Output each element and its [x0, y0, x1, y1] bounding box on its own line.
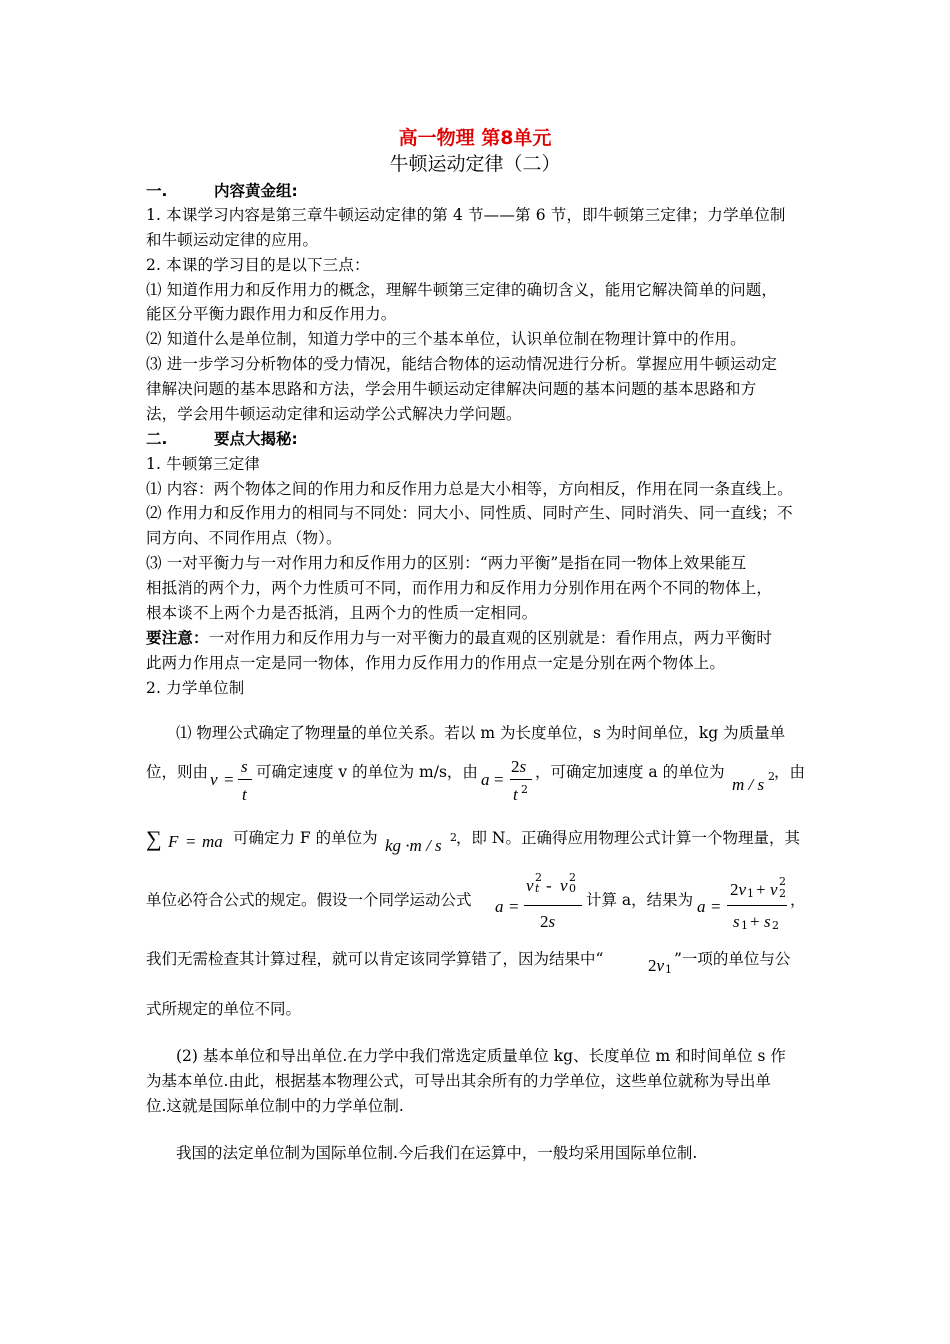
paragraph-line: 2. 力学单位制 [146, 679, 245, 697]
text-fragment: 我们无需检查其计算过程，就可以肯定该同学算错了，因为结果中“ [146, 950, 604, 968]
paragraph-line: ⑴ 物理公式确定了物理量的单位关系。若以 m 为长度单位，s 为时间单位，kg 为质量单 [176, 724, 786, 742]
section-1-number: 一. [146, 182, 168, 200]
paragraph-line: ⑶ 进一步学习分析物体的受力情况，能结合物体的运动情况进行分析。掌握应用牛顿运动定 [146, 355, 778, 373]
paragraph-line: 式所规定的单位不同。 [146, 1000, 302, 1018]
section-1-heading: 内容黄金组: [214, 182, 298, 200]
text-fragment: 位，则由 [146, 763, 209, 781]
text-fragment: ”一项的单位与公 [674, 950, 791, 968]
page-title: 高一物理 第8单元 [398, 127, 552, 149]
paragraph-line: 相抵消的两个力，两个力性质可不同，而作用力和反作用力分别作用在两个不同的物体上， [146, 579, 773, 597]
paragraph-line: 法，学会用牛顿运动定律和运动学公式解决力学问题。 [146, 405, 522, 423]
paragraph-line: ⑴ 知道作用力和反作用力的概念，理解牛顿第三定律的确切含义，能用它解决简单的问题， [146, 281, 778, 299]
section-2-number: 二. [146, 430, 168, 448]
note-line [146, 626, 772, 648]
paragraph-line: ⑵ 知道什么是单位制，知道力学中的三个基本单位，认识单位制在物理计算中的作用。 [146, 330, 746, 348]
paragraph-line: (2) 基本单位和导出单位.在力学中我们常选定质量单位 kg、长度单位 m 和时间单位 s 作 [176, 1047, 786, 1065]
paragraph-line: 1. 本课学习内容是第三章牛顿运动定律的第 4 节——第 6 节，即牛顿第三定律；力学单位制 [146, 206, 786, 224]
text-fragment: ，即 N。正确得应用物理公式计算一个物理量，其 [456, 829, 800, 847]
note-label: 要注意： [146, 629, 209, 647]
note-text: 一对作用力和反作用力与一对平衡力的最直观的区别就是：看作用点，两力平衡时 [208, 629, 773, 647]
paragraph-line: 我国的法定单位制为国际单位制.今后我们在运算中，一般均采用国际单位制. [176, 1144, 698, 1162]
text-fragment: 可确定力 F 的单位为 [233, 829, 378, 847]
text-fragment: ， [790, 891, 806, 909]
paragraph-line: 2. 本课的学习目的是以下三点： [146, 256, 370, 274]
section-2-heading: 要点大揭秘: [214, 430, 298, 448]
page-subtitle: 牛顿运动定律（二） [389, 153, 561, 175]
paragraph-line: 同方向、不同作用点（物）。 [146, 529, 342, 547]
paragraph-line: 能区分平衡力跟作用力和反作用力。 [146, 305, 397, 323]
text-fragment: 单位必符合公式的规定。假设一个同学运动公式 [146, 891, 472, 909]
paragraph-line: ⑴ 内容：两个物体之间的作用力和反作用力总是大小相等，方向相反，作用在同一条直线上。 [146, 480, 793, 498]
paragraph-line: 为基本单位.由此，根据基本物理公式，可导出其余所有的力学单位，这些单位就称为导出单 [146, 1072, 771, 1090]
text-fragment: ，由 [774, 763, 806, 781]
paragraph-line: 位.这就是国际单位制中的力学单位制. [146, 1097, 404, 1115]
text-fragment: 可确定速度 v 的单位为 m/s，由 [256, 763, 478, 781]
paragraph-line: ⑵ 作用力和反作用力的相同与不同处：同大小、同性质、同时产生、同时消失、同一直线；不 [146, 504, 793, 522]
paragraph-line: 和牛顿运动定律的应用。 [146, 231, 319, 249]
paragraph-line: 根本谈不上两个力是否抵消，且两个力的性质一定相同。 [146, 604, 538, 622]
text-fragment: 计算 a，结果为 [586, 891, 694, 909]
text-fragment: ，可确定加速度 a 的单位为 [535, 763, 725, 781]
paragraph-line: 1. 牛顿第三定律 [146, 455, 261, 473]
paragraph-line: 此两力作用点一定是同一物体，作用力反作用力的作用点一定是分别在两个物体上。 [146, 654, 726, 672]
paragraph-line: ⑶ 一对平衡力与一对作用力和反作用力的区别：“两力平衡”是指在同一物体上效果能互 [146, 554, 747, 572]
paragraph-line: 律解决问题的基本思路和方法，学会用牛顿运动定律解决问题的基本问题的基本思路和方 [146, 380, 757, 398]
